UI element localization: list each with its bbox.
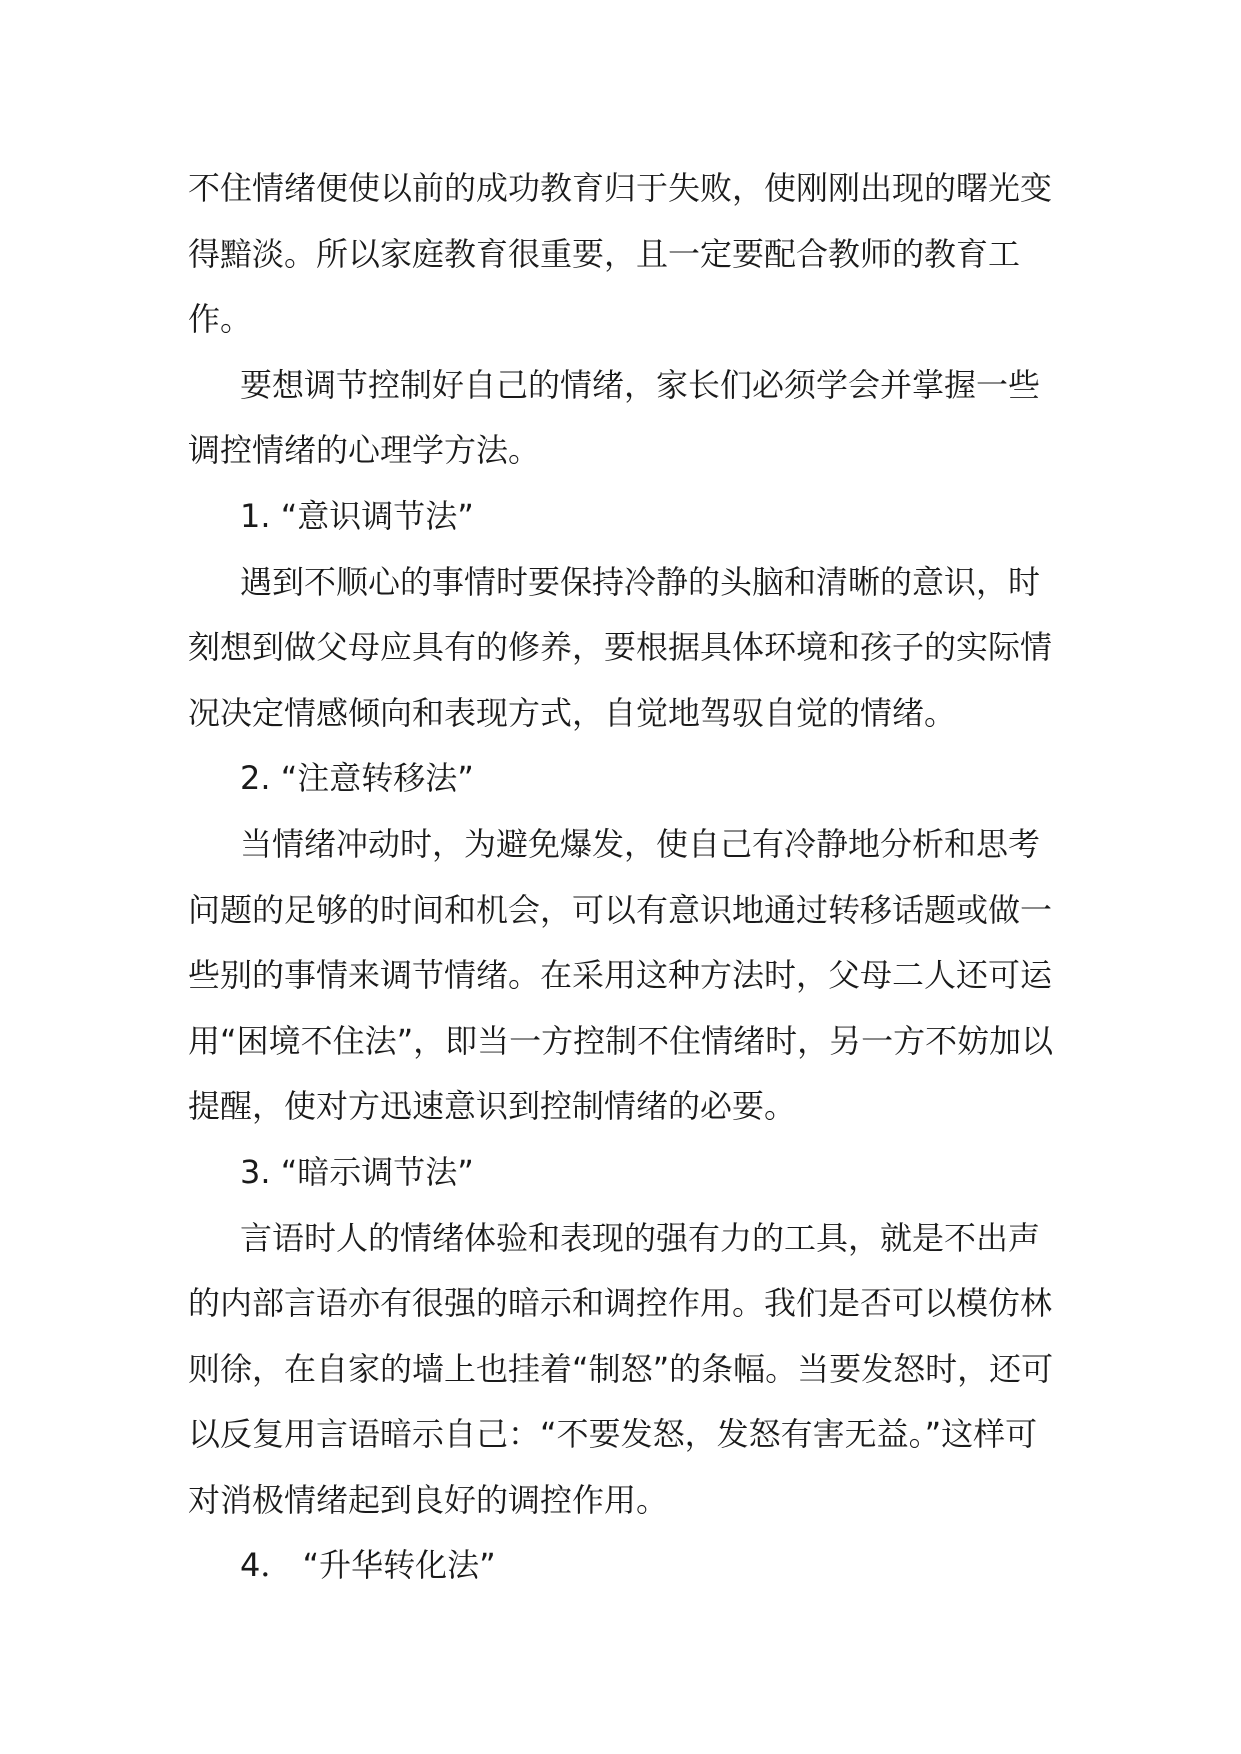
heading-method-4: 4． “升华转化法” xyxy=(240,1546,496,1585)
paragraph-method-1: 遇到不顺心的事情时要保持冷静的头脑和清晰的意识，时刻想到做父母应具有的修养，要根据具体环境和孩子的实际情况决定情感倾向和表现方式，自觉地驾驭自觉的情绪。 xyxy=(188,562,1053,732)
heading-method-2: 2. “注意转移法” xyxy=(240,759,474,798)
paragraph-method-3: 言语时人的情绪体验和表现的强有力的工具，就是不出声的内部言语亦有很强的暗示和调控作用。我们是否可以模仿林则徐，在自家的墙上也挂着“制怒”的条幅。当要发怒时，还可以反复用言语暗示自己：“不要发怒，发怒有害无益。”这样可对消极情绪起到良好的调控作用。 xyxy=(188,1218,1054,1519)
document-body xyxy=(188,156,1060,1599)
heading-method-1: 1. “意识调节法” xyxy=(240,496,474,535)
paragraph-continuation: 不住情绪便使以前的成功教育归于失败，使刚刚出现的曙光变得黯淡。所以家庭教育很重要，且一定要配合教师的教育工作。 xyxy=(188,169,1053,339)
paragraph-intro: 要想调节控制好自己的情绪，家长们必须学会并掌握一些调控情绪的心理学方法。 xyxy=(188,365,1041,470)
paragraph-method-2: 当情绪冲动时，为避免爆发，使自己有冷静地分析和思考问题的足够的时间和机会，可以有意识地通过转移话题或做一些别的事情来调节情绪。在采用这种方法时，父母二人还可运用“困境不住法”，即当一方控制不住情绪时，另一方不妨加以提醒，使对方迅速意识到控制情绪的必要。 xyxy=(188,824,1054,1126)
heading-method-3: 3. “暗示调节法” xyxy=(240,1152,474,1191)
